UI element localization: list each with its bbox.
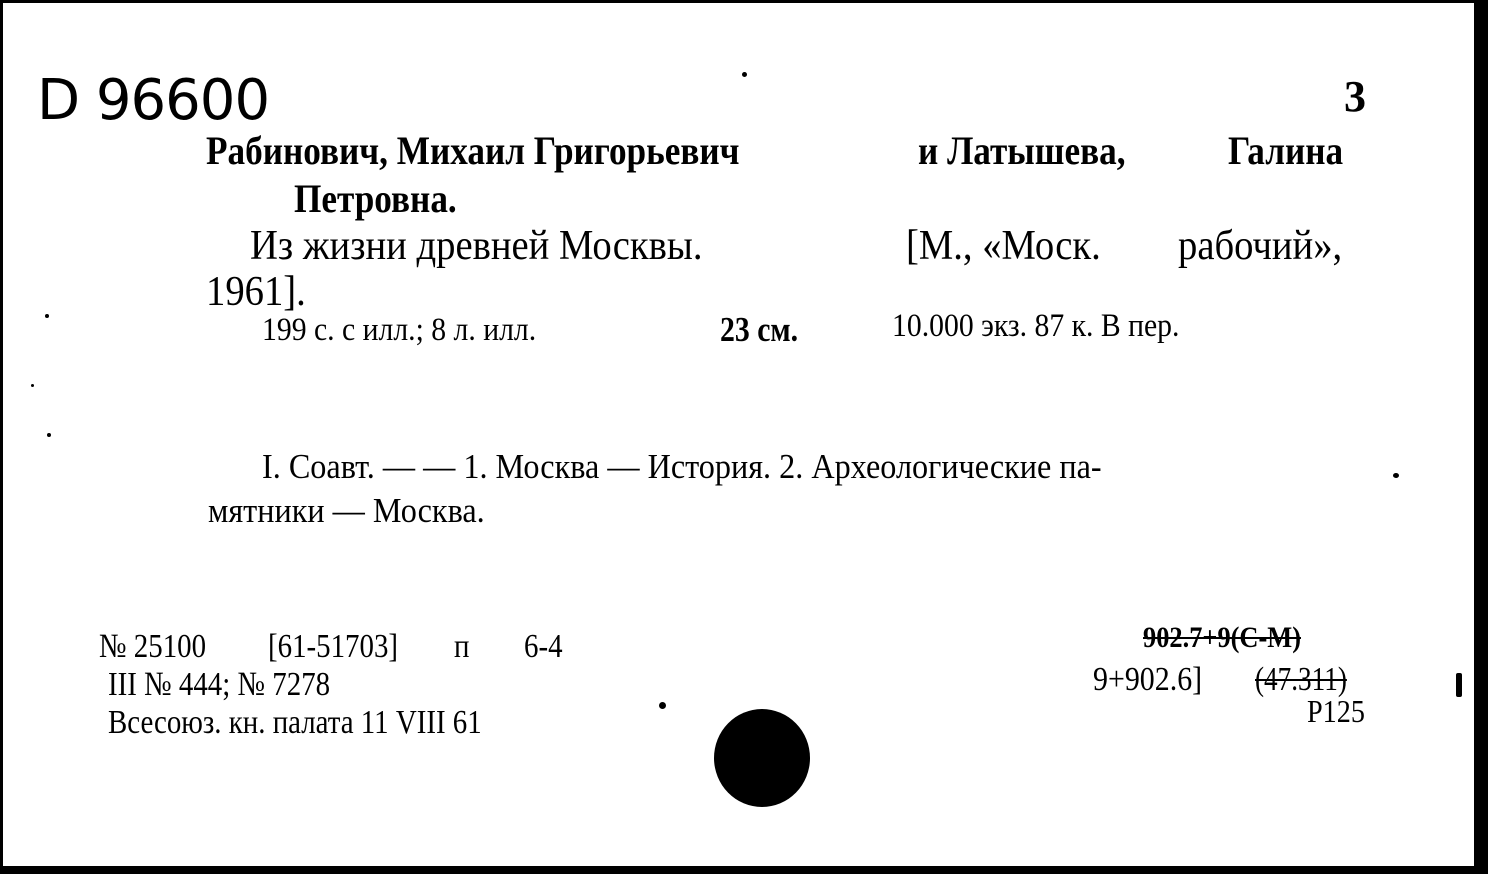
classification-old: 902.7+9(С-М) <box>1143 621 1302 654</box>
publication-place: [М., «Моск. <box>906 223 1101 269</box>
coauthor-given-name: Галина <box>1228 128 1344 173</box>
book-title: Из жизни древней Москвы. <box>250 223 703 269</box>
coauthor-surname: и Латышева, <box>918 128 1126 173</box>
handwritten-inventory-number: D 96600 <box>37 68 270 133</box>
author-names: Рабинович, Михаил Григорьевич <box>206 128 740 173</box>
ink-speck <box>1393 473 1399 478</box>
registry-chamber: Всесоюз. кн. палата 11 VIII 61 <box>108 704 482 741</box>
registry-code: [61-51703] <box>268 628 399 665</box>
classification-code: 9+902.6] <box>1093 661 1203 698</box>
subject-headings: I. Соавт. — — 1. Москва — История. 2. Археологические па- <box>262 447 1102 486</box>
ink-speck <box>659 702 666 709</box>
print-run-and-price: 10.000 экз. 87 к. В пер. <box>892 308 1180 344</box>
classification-crossed-code: (47.311) <box>1255 661 1347 698</box>
physical-description: 199 с. с илл.; 8 л. илл. <box>262 312 537 348</box>
ink-speck <box>1456 673 1462 697</box>
ink-speck <box>45 314 49 318</box>
author-mark: Р125 <box>1307 693 1365 729</box>
ink-speck <box>742 72 747 77</box>
subject-headings-continued: мятники — Москва. <box>208 491 485 530</box>
registry-sheet: 6-4 <box>524 628 563 665</box>
ink-speck <box>31 384 34 387</box>
registry-issue: III № 444; № 7278 <box>108 666 331 703</box>
dimensions: 23 см. <box>720 310 799 349</box>
publication-year: 1961]. <box>206 269 306 315</box>
punch-hole <box>714 709 810 807</box>
registry-letter: п <box>454 628 470 665</box>
registry-number: № 25100 <box>99 628 207 665</box>
ink-speck <box>47 433 51 437</box>
coauthor-patronymic: Петровна. <box>294 176 457 221</box>
publisher: рабочий», <box>1178 223 1343 269</box>
card-number: 3 <box>1344 72 1366 121</box>
